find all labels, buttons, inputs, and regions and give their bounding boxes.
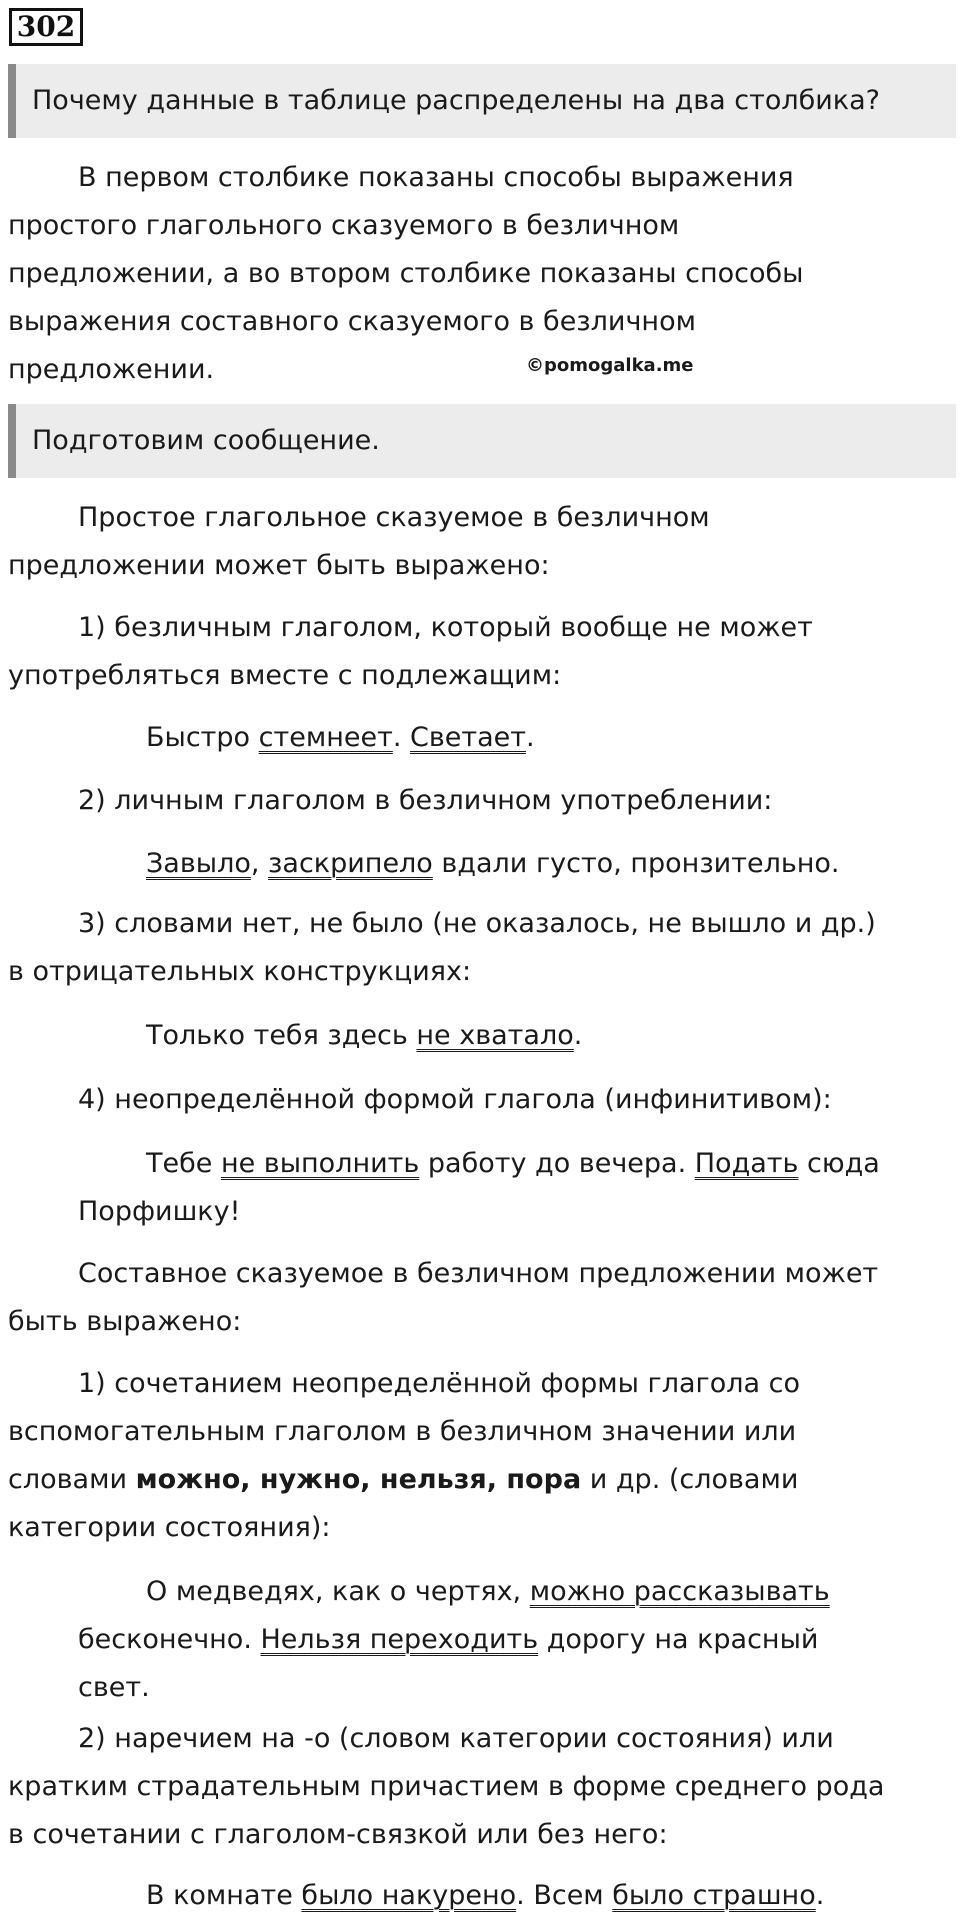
underlined-predicate: Завыло [146,848,251,879]
compound-example-2 [146,1872,956,1920]
text-line [78,1616,956,1664]
text-line: категории состояния): [8,1512,331,1543]
text: и др. (словами [581,1464,799,1495]
exercise-number: 302 [9,8,83,46]
text: , [250,848,269,879]
text-line [8,1456,956,1504]
underlined-predicate: стемнеет [258,722,393,753]
list-item-3 [8,900,956,996]
underlined-predicate: можно рассказывать [529,1576,830,1607]
question-text: Подготовим сообщение. [32,425,380,456]
compound-intro-paragraph [8,1250,956,1346]
watermark: ©pomogalka.me [526,355,694,376]
text: . Всем [516,1880,613,1911]
text-line: в сочетании с глаголом-связкой или без него: [8,1819,668,1850]
text-line: предложении может быть выражено: [8,550,550,581]
text: О медведях, как о чертях, [146,1576,530,1607]
underlined-predicate: не хватало [416,1020,574,1051]
intro-paragraph [8,494,956,590]
text-line: 2) наречием на -о (словом категории состояния) или [78,1723,834,1754]
bold-words: можно, нужно, нельзя, пора [135,1464,582,1495]
text: . [392,722,410,753]
text-line: кратким страдательным причастием в форме среднего рода [8,1771,885,1802]
underlined-predicate: Светает [409,722,526,753]
compound-item-1 [8,1360,956,1552]
text: работу до вечера. [419,1148,695,1179]
text-line: выражения составного сказуемого в безличном [8,306,696,337]
text: дорогу на красный [538,1624,819,1655]
text-line: употребляться вместе с подлежащим: [8,660,562,691]
text: . [573,1020,583,1051]
example-1 [146,714,956,762]
text-line: предложении, а во втором столбике показаны способы [8,258,804,289]
text-line: 1) безличным глаголом, который вообще не может [78,612,813,643]
text: Быстро [146,722,259,753]
text: бесконечно. [78,1624,261,1655]
underlined-predicate: не выполнить [220,1148,420,1179]
text-line: В первом столбике показаны способы выражения [78,162,794,193]
text-line: свет. [78,1672,150,1703]
underlined-predicate: было накурено [301,1880,517,1911]
text-line: простого глагольного сказуемого в безличном [8,210,680,241]
text-line: быть выражено: [8,1306,242,1337]
text-line: вспомогательным глаголом в безличном значении или [8,1416,797,1447]
example-3 [146,1012,956,1060]
underlined-predicate: Нельзя переходить [260,1624,539,1655]
text-line: Порфишку! [78,1196,241,1227]
text-line: 3) словами нет, не было (не оказалось, не вышло и др.) [78,908,876,939]
text: В комнате [146,1880,302,1911]
question-heading-1 [8,64,956,138]
text: словами [8,1464,136,1495]
compound-example-1 [78,1568,956,1712]
text-line: 1) сочетанием неопределённой формы глагола со [78,1368,800,1399]
compound-item-2 [8,1715,956,1859]
text-line [78,1140,956,1188]
text: вдали густо, пронзительно. [432,848,840,879]
list-item-1 [8,604,956,700]
text-line: Простое глагольное сказуемое в безличном [78,502,710,533]
text-line: Составное сказуемое в безличном предложении может [78,1258,879,1289]
underlined-predicate: было страшно [612,1880,816,1911]
underlined-predicate: заскрипело [268,848,433,879]
example-2 [146,840,956,888]
text: Только тебя здесь [146,1020,417,1051]
example-4 [78,1140,956,1236]
text-line: предложении. [8,354,215,385]
question-text: Почему данные в таблице распределены на два столбика? [32,85,880,116]
list-item-2: 2) личным глаголом в безличном употреблении: [78,785,773,816]
underlined-predicate: Подать [694,1148,799,1179]
text-line [78,1568,956,1616]
text: сюда [798,1148,880,1179]
text: . [815,1880,825,1911]
text: . [525,722,535,753]
list-item-4: 4) неопределённой формой глагола (инфинитивом): [78,1084,832,1115]
answer-paragraph-1 [8,154,956,394]
question-heading-2 [8,404,956,478]
text: Тебе [146,1148,221,1179]
text-line: в отрицательных конструкциях: [8,956,472,987]
